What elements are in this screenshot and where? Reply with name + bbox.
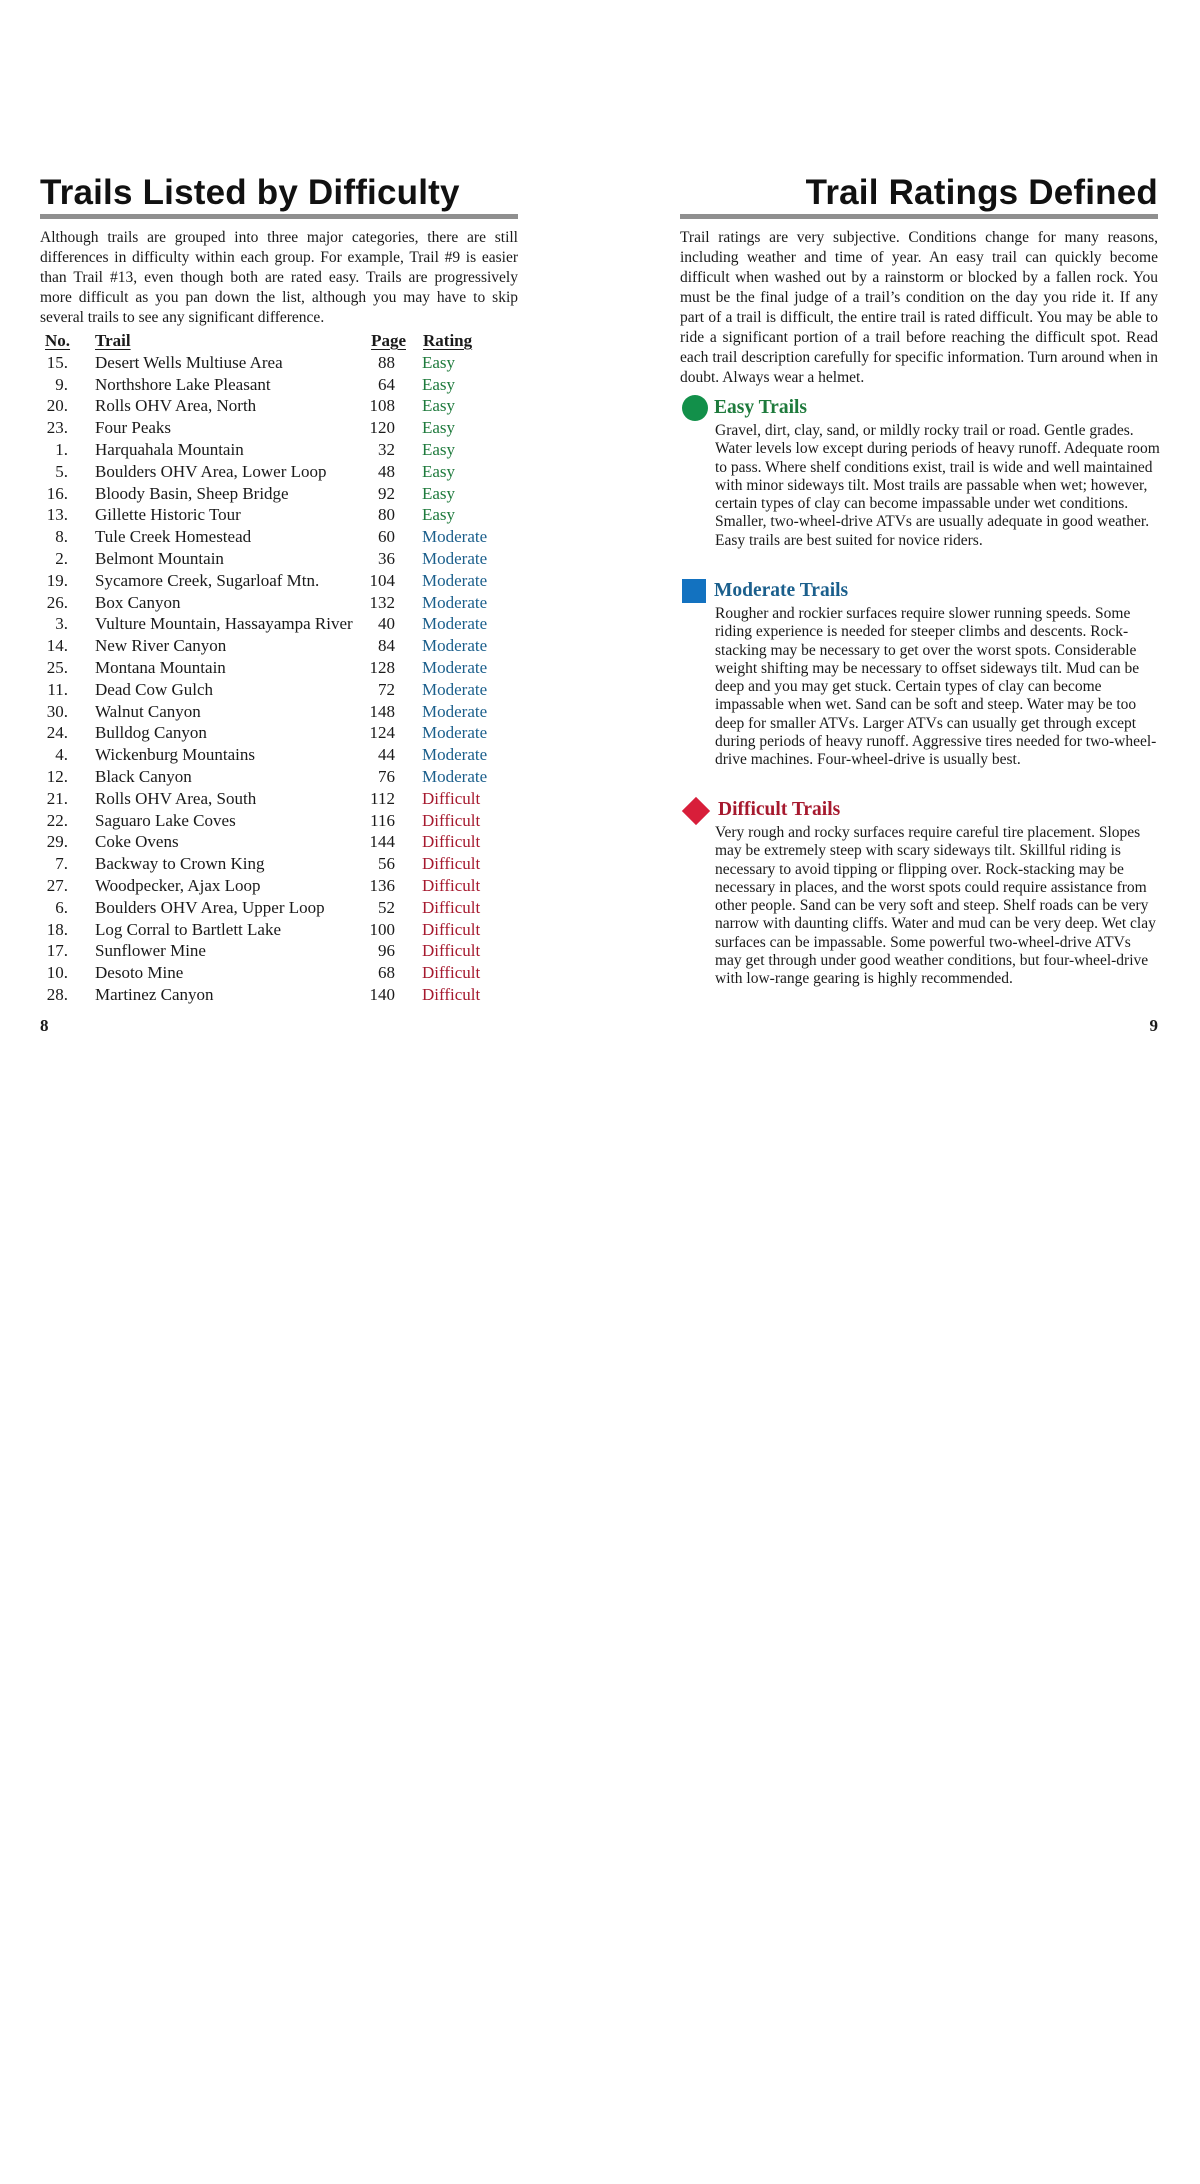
table-row bbox=[40, 352, 518, 374]
trail-rating: Difficult bbox=[422, 875, 481, 895]
trail-number: 25. bbox=[46, 657, 68, 677]
trail-name: Boulders OHV Area, Upper Loop bbox=[95, 897, 325, 917]
trail-name: Harquahala Mountain bbox=[95, 439, 244, 459]
table-row bbox=[40, 483, 518, 505]
trail-rating: Moderate bbox=[422, 548, 488, 568]
trail-name: Rolls OHV Area, North bbox=[95, 396, 257, 416]
trail-number: 27. bbox=[46, 875, 68, 895]
trail-rating: Easy bbox=[422, 483, 456, 503]
trail-number: 24. bbox=[46, 723, 68, 743]
table-row bbox=[40, 461, 518, 483]
page-number: 9 bbox=[1149, 1016, 1158, 1035]
trail-name: Tule Creek Homestead bbox=[95, 527, 252, 547]
table-row bbox=[40, 766, 518, 788]
trail-number: 16. bbox=[46, 483, 68, 503]
table-row bbox=[40, 940, 518, 962]
table-row bbox=[40, 395, 518, 417]
table-row bbox=[40, 853, 518, 875]
trail-rating: Moderate bbox=[422, 636, 488, 656]
header-no: No. bbox=[45, 331, 71, 350]
table-row bbox=[40, 919, 518, 941]
table-row bbox=[40, 744, 518, 766]
trail-page: 144 bbox=[369, 832, 395, 852]
trail-number: 7. bbox=[55, 854, 68, 874]
trail-page: 104 bbox=[369, 570, 395, 590]
trail-name: Black Canyon bbox=[95, 766, 192, 786]
trail-page: 128 bbox=[369, 657, 395, 677]
trail-rating: Moderate bbox=[422, 592, 488, 612]
table-row bbox=[40, 788, 518, 810]
trail-page: 60 bbox=[378, 527, 395, 547]
trail-rating: Moderate bbox=[422, 723, 488, 743]
trail-page: 44 bbox=[378, 745, 395, 765]
trail-page: 56 bbox=[378, 854, 395, 874]
table-row bbox=[40, 548, 518, 570]
trail-name: Northshore Lake Pleasant bbox=[95, 374, 271, 394]
blue-square-icon bbox=[682, 579, 706, 603]
table-row bbox=[40, 635, 518, 657]
header-page: Page bbox=[371, 331, 406, 350]
red-diamond-icon bbox=[682, 797, 710, 825]
difficult-trails-title: Difficult Trails bbox=[718, 799, 841, 820]
right-page bbox=[680, 0, 1158, 1200]
trail-number: 3. bbox=[55, 614, 68, 634]
trail-name: Dead Cow Gulch bbox=[95, 679, 214, 699]
trail-page: 136 bbox=[369, 875, 395, 895]
trail-number: 17. bbox=[46, 941, 68, 961]
header-rating: Rating bbox=[423, 331, 473, 350]
trail-page: 140 bbox=[369, 984, 395, 1004]
trail-rating: Difficult bbox=[422, 984, 481, 1004]
trail-rating: Easy bbox=[422, 352, 456, 372]
trail-rating: Difficult bbox=[422, 810, 481, 830]
trail-page: 92 bbox=[378, 483, 395, 503]
trail-name: Sunflower Mine bbox=[95, 941, 206, 961]
table-row bbox=[40, 504, 518, 526]
table-header-row bbox=[40, 330, 518, 352]
trail-name: Walnut Canyon bbox=[95, 701, 201, 721]
trail-name: Desert Wells Multiuse Area bbox=[95, 352, 283, 372]
trail-rating: Moderate bbox=[422, 657, 488, 677]
trail-name: Montana Mountain bbox=[95, 657, 226, 677]
trail-page: 96 bbox=[378, 941, 395, 961]
trail-number: 23. bbox=[46, 418, 68, 438]
green-circle-icon bbox=[682, 395, 708, 421]
trail-number: 30. bbox=[46, 701, 68, 721]
trail-name: Log Corral to Bartlett Lake bbox=[95, 919, 281, 939]
header-trail: Trail bbox=[95, 331, 131, 350]
page-title: Trails Listed by Difficulty bbox=[40, 173, 460, 212]
trail-number: 18. bbox=[46, 919, 68, 939]
trail-page: 64 bbox=[378, 374, 395, 394]
trail-rating: Easy bbox=[422, 439, 456, 459]
trail-rating: Difficult bbox=[422, 941, 481, 961]
trail-rating: Moderate bbox=[422, 570, 488, 590]
easy-trails-title: Easy Trails bbox=[714, 397, 808, 418]
trail-rating: Difficult bbox=[422, 963, 481, 983]
moderate-trails-description: Rougher and rockier surfaces require slower running speeds. Some riding experience is needed for steeper climbs and descents. Rock-stacking may be necessary to get over the worst spots. Considerable weight shifting may be necessary to offset sideways tilt. Mud can be deep and you may get stuck. Certain types of clay can become impassable when wet. Sand can be soft and steep. Water may be too deep for smaller ATVs. Larger ATVs can usually get through except during periods of heavy runoff. Aggressive tires needed for two-wheel-drive machines. Four-wheel-drive is usually best. bbox=[715, 605, 1157, 769]
trail-page: 100 bbox=[369, 919, 395, 939]
trail-page: 148 bbox=[369, 701, 395, 721]
trail-page: 68 bbox=[378, 963, 395, 983]
table-row bbox=[40, 897, 518, 919]
table-body bbox=[40, 352, 518, 1006]
trail-number: 29. bbox=[46, 832, 68, 852]
trail-rating: Moderate bbox=[422, 527, 488, 547]
trail-page: 112 bbox=[370, 788, 395, 808]
trail-number: 2. bbox=[55, 548, 68, 568]
trail-rating: Moderate bbox=[422, 701, 488, 721]
trail-rating: Difficult bbox=[422, 897, 481, 917]
trail-name: Vulture Mountain, Hassayampa River bbox=[95, 614, 353, 634]
trail-number: 28. bbox=[46, 984, 68, 1004]
trail-rating: Difficult bbox=[422, 788, 481, 808]
table-row bbox=[40, 439, 518, 461]
trail-name: Coke Ovens bbox=[95, 832, 179, 852]
table-row bbox=[40, 831, 518, 853]
trail-number: 21. bbox=[46, 788, 68, 808]
trail-number: 13. bbox=[46, 505, 68, 525]
trail-name: Martinez Canyon bbox=[95, 984, 214, 1004]
trail-number: 14. bbox=[46, 636, 68, 656]
trail-name: New River Canyon bbox=[95, 636, 227, 656]
table-row bbox=[40, 984, 518, 1006]
trail-name: Box Canyon bbox=[95, 592, 181, 612]
trail-number: 11. bbox=[47, 679, 68, 699]
trail-page: 84 bbox=[378, 636, 395, 656]
trail-name: Bulldog Canyon bbox=[95, 723, 207, 743]
trail-page: 32 bbox=[378, 439, 395, 459]
trail-number: 15. bbox=[46, 352, 68, 372]
table-row bbox=[40, 570, 518, 592]
trail-rating: Easy bbox=[422, 418, 456, 438]
trail-name: Boulders OHV Area, Lower Loop bbox=[95, 461, 327, 481]
trail-rating: Moderate bbox=[422, 614, 488, 634]
trail-number: 20. bbox=[46, 396, 68, 416]
table-row bbox=[40, 679, 518, 701]
trail-number: 1. bbox=[55, 439, 68, 459]
table-row bbox=[40, 875, 518, 897]
left-page bbox=[40, 0, 518, 1200]
trail-name: Wickenburg Mountains bbox=[95, 745, 256, 765]
trail-number: 8. bbox=[55, 527, 68, 547]
trail-rating: Moderate bbox=[422, 745, 488, 765]
trail-number: 26. bbox=[46, 592, 68, 612]
table-row bbox=[40, 417, 518, 439]
trail-number: 4. bbox=[55, 745, 68, 765]
table-row bbox=[40, 592, 518, 614]
trail-page: 108 bbox=[369, 396, 395, 416]
table-row bbox=[40, 810, 518, 832]
trail-page: 72 bbox=[378, 679, 395, 699]
heading-rule bbox=[680, 214, 1158, 219]
trail-rating: Difficult bbox=[422, 832, 481, 852]
table-row bbox=[40, 701, 518, 723]
trail-name: Backway to Crown King bbox=[95, 854, 265, 874]
page-number: 8 bbox=[40, 1016, 49, 1035]
table-row bbox=[40, 374, 518, 396]
trail-rating: Difficult bbox=[422, 854, 481, 874]
trail-rating: Moderate bbox=[422, 766, 488, 786]
trail-page: 116 bbox=[370, 810, 395, 830]
trail-name: Four Peaks bbox=[95, 418, 172, 438]
heading-rule bbox=[40, 214, 518, 219]
intro-paragraph: Although trails are grouped into three major categories, there are still differences in difficulty within each group. For example, Trail #9 is easier than Trail #13, even though both are rated easy. Trails are progressively more difficult as you pan down the list, although you may have to skip several trails to see any significant difference. bbox=[40, 229, 518, 326]
trail-name: Belmont Mountain bbox=[95, 548, 224, 568]
trail-rating: Easy bbox=[422, 505, 456, 525]
table-row bbox=[40, 722, 518, 744]
trail-name: Rolls OHV Area, South bbox=[95, 788, 257, 808]
intro-paragraph: Trail ratings are very subjective. Conditions change for many reasons, including weather and time of year. An easy trail can quickly become difficult when washed out by a rainstorm or blocked by a fallen rock. You must be the final judge of a trail’s condition on the day you ride it. If any part of a trail is difficult, the entire trail is rated difficult. You may be able to ride a significant portion of a trail before reaching the difficult spot. Read each trail description carefully for specific information. Turn around when in doubt. Always wear a helmet. bbox=[680, 229, 1158, 386]
trail-page: 124 bbox=[369, 723, 395, 743]
table-row bbox=[40, 526, 518, 548]
trail-name: Gillette Historic Tour bbox=[95, 505, 241, 525]
table-row bbox=[40, 962, 518, 984]
trail-page: 132 bbox=[369, 592, 395, 612]
trail-number: 6. bbox=[55, 897, 68, 917]
trail-name: Woodpecker, Ajax Loop bbox=[95, 875, 261, 895]
trail-page: 48 bbox=[378, 461, 395, 481]
trail-rating: Easy bbox=[422, 374, 456, 394]
trail-name: Saguaro Lake Coves bbox=[95, 810, 236, 830]
trail-difficulty-table bbox=[40, 330, 518, 1006]
table-row bbox=[40, 657, 518, 679]
trail-page: 76 bbox=[378, 766, 395, 786]
difficult-trails-description: Very rough and rocky surfaces require careful tire placement. Slopes may be extremely steep with scary sideways tilt. Skillful riding is necessary to avoid tipping or flipping over. Rock-stacking may be necessary in places, and the worst spots could require assistance from other people. Sand can be very soft and steep. Shelf roads can be very narrow with daunting cliffs. Water and mud can be very deep. Wet clay surfaces can be impassable. Some powerful two-wheel-drive ATVs may get through under good weather conditions, but four-wheel-drive with low-range gearing is highly recommended. bbox=[715, 824, 1156, 988]
trail-page: 120 bbox=[369, 418, 395, 438]
trail-number: 5. bbox=[55, 461, 68, 481]
trail-name: Sycamore Creek, Sugarloaf Mtn. bbox=[95, 570, 320, 590]
trail-name: Bloody Basin, Sheep Bridge bbox=[95, 483, 289, 503]
moderate-trails-title: Moderate Trails bbox=[714, 580, 849, 601]
easy-trails-description: Gravel, dirt, clay, sand, or mildly rocky trail or road. Gentle grades. Water levels low except during periods of heavy runoff. Adequate room to pass. Where shelf conditions exist, trail is wide and well maintained with minor sideways tilt. Most trails are passable when wet; however, certain types of clay can become impassable under wet conditions. Smaller, two-wheel-drive ATVs are usually adequate in good weather. Easy trails are best suited for novice riders. bbox=[715, 422, 1160, 549]
trail-name: Desoto Mine bbox=[95, 963, 184, 983]
trail-number: 19. bbox=[46, 570, 68, 590]
trail-page: 52 bbox=[378, 897, 395, 917]
table-row bbox=[40, 613, 518, 635]
trail-number: 10. bbox=[46, 963, 68, 983]
trail-page: 80 bbox=[378, 505, 395, 525]
trail-page: 88 bbox=[378, 352, 395, 372]
trail-rating: Easy bbox=[422, 396, 456, 416]
trail-number: 9. bbox=[55, 374, 68, 394]
trail-number: 22. bbox=[46, 810, 68, 830]
trail-rating: Easy bbox=[422, 461, 456, 481]
page-title: Trail Ratings Defined bbox=[805, 173, 1158, 212]
trail-page: 36 bbox=[378, 548, 395, 568]
trail-page: 40 bbox=[378, 614, 395, 634]
trail-rating: Difficult bbox=[422, 919, 481, 939]
trail-number: 12. bbox=[46, 766, 68, 786]
trail-rating: Moderate bbox=[422, 679, 488, 699]
